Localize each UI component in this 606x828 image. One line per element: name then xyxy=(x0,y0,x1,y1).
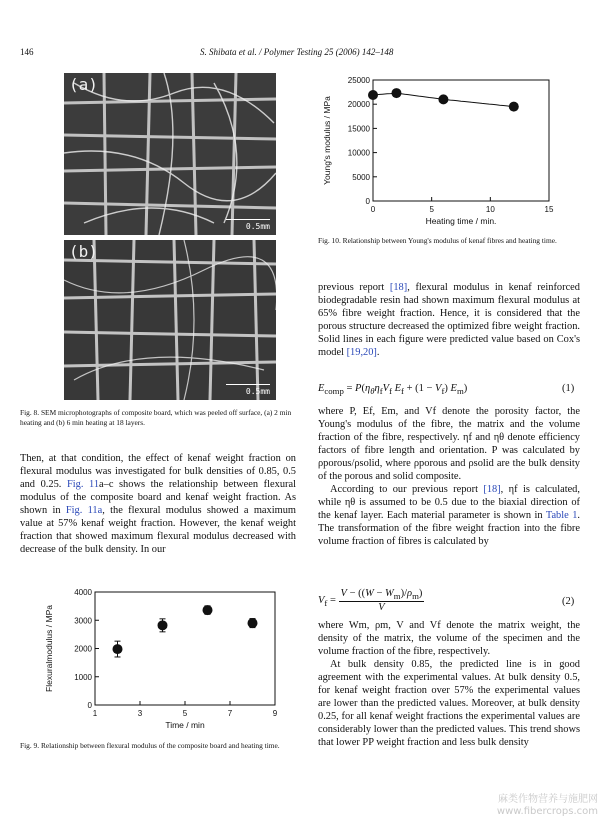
text-span: , ηf is calculated, while ηθ is assumed to be 0.5 due to the biaxial direction of the kenaf layer. Each material parameter is shown in xyxy=(318,484,580,521)
data-point xyxy=(203,605,213,615)
y-tick-label: 1000 xyxy=(74,672,92,682)
scale-bar-b xyxy=(226,384,270,396)
right-paragraph-2: where P, Ef, Em, and Vf denote the porosity factor, the Young's modulus of the fibre, the matrix and the volume fraction of the fibre, respectively. ηf and ηθ denote efficiency factors of fibre length and orientation. P was calculated by ρporous/ρsolid, where ρporous and ρsolid are the bulk density of the porous and solid composite. xyxy=(318,406,580,482)
y-tick-label: 0 xyxy=(87,701,92,710)
sem-image-a xyxy=(64,73,276,235)
watermark-line-1: 麻类作物营养与施肥网 xyxy=(498,794,598,805)
running-title: S. Shibata et al. / Polymer Testing 25 (2006) 142–148 xyxy=(200,47,394,57)
ref-19-20-link[interactable]: [19,20] xyxy=(346,347,377,358)
x-axis-label: Heating time / min. xyxy=(425,216,497,226)
right-body-text-middle xyxy=(318,405,580,548)
x-tick-label: 5 xyxy=(182,709,188,718)
right-paragraph-5: At bulk density 0.85, the predicted line is in good agreement with the experimental values. At bulk density 0.5, for kenaf weight fraction over 57% the experimental values are lower than the predicted values. Moreover, at bulk density 0.25, for all kenaf weight fractions the experimental values are considerably lower than the predicted values. This trend shows that lower PP weight fraction and less bulk density xyxy=(318,659,580,748)
x-tick-label: 10 xyxy=(485,205,495,214)
y-axis-label: Flexuralmodulus / MPa xyxy=(44,605,54,692)
right-paragraph-4: where Wm, ρm, V and Vf denote the matrix weight, the density of the matrix, the volume of the specimen and the volume fraction of the fibre, respectively. xyxy=(318,620,580,657)
text-span: previous report xyxy=(318,282,385,293)
y-tick-label: 10000 xyxy=(347,148,370,158)
figure-9-chart xyxy=(40,584,290,739)
equation-2: $V_f$ = $\frac{V - ((W - W_m)/\rho_m)}{V}$ xyxy=(318,588,423,614)
y-tick-label: 15000 xyxy=(347,124,370,134)
right-paragraph-1 xyxy=(318,281,580,359)
text-span: , flexural modulus in kenaf reinforced biodegradable resin had shown maximum flexural modulus at 65% fibre weight fraction. Hence, it is considered that the porous structure decreased the optimized fibre weight fraction. Solid lines in each figure were predicted value based on Cox's model xyxy=(318,282,580,358)
figure-9-caption: Fig. 9. Relationship between flexural modulus of the composite board and heating time. xyxy=(20,741,280,750)
y-axis-label: Young's modulus / MPa xyxy=(322,96,332,185)
x-axis-label: Time / min xyxy=(165,720,205,730)
page-number: 146 xyxy=(20,47,34,57)
y-tick-label: 0 xyxy=(365,197,370,206)
left-paragraph-1 xyxy=(20,452,296,556)
text-span: . xyxy=(376,347,380,358)
equation-2-number: (2) xyxy=(562,596,575,607)
panel-label-b: (b) xyxy=(69,242,98,261)
flexural-modulus-chart xyxy=(40,584,290,734)
data-point xyxy=(113,644,123,654)
watermark-line-2: www.fibercrops.com xyxy=(496,806,598,817)
watermark xyxy=(497,794,598,818)
youngs-modulus-chart xyxy=(318,72,563,228)
text-span: According to our previous report xyxy=(330,484,478,495)
scale-text-b: 0.5mm xyxy=(245,387,270,396)
sem-image-b xyxy=(64,240,276,400)
equation-1: $E_{comp} = P(\eta_\theta\eta_fV_f$ $E_f + (1 - V_f)$ $E_m$) xyxy=(318,383,468,397)
figure-10-chart xyxy=(318,72,563,233)
data-point xyxy=(509,102,519,112)
y-tick-label: 2000 xyxy=(74,644,92,654)
data-point xyxy=(248,618,258,628)
ref-18-link[interactable]: [18] xyxy=(389,282,408,293)
scale-bar-a xyxy=(226,219,270,231)
panel-label-a: (a) xyxy=(69,75,98,94)
plot-frame xyxy=(373,80,549,201)
text-span: . The transformation of the fibre weight fraction into the fibre volume fraction of fibres is calculated by xyxy=(318,510,580,547)
right-body-text-top xyxy=(318,281,580,359)
x-tick-label: 1 xyxy=(92,709,98,718)
text-span: , the flexural modulus showed a maximum value at 57% kenaf weight fraction. However, the kenaf weight fraction that showed maximum flexural modulus decreased with decrease of the bulk density. In our xyxy=(20,505,296,555)
y-tick-label: 25000 xyxy=(347,76,370,85)
figure-10-caption: Fig. 10. Relationship between Young's modulus of kenaf fibres and heating time. xyxy=(318,236,557,245)
data-point xyxy=(438,94,448,104)
x-tick-label: 0 xyxy=(370,205,376,214)
fig-11a-link[interactable]: Fig. 11a xyxy=(65,505,103,516)
text-span: Then, at that condition, the effect of kenaf weight fraction on flexural modulus was investigated for bulk densities of 0.85, 0.5 and 0.25. xyxy=(20,453,296,490)
fig-11-link[interactable]: Fig. 11 xyxy=(66,479,100,490)
y-tick-label: 20000 xyxy=(347,100,370,110)
x-tick-label: 5 xyxy=(429,205,434,214)
sem-fibre-texture-b xyxy=(64,240,276,400)
right-body-text-bottom xyxy=(318,619,580,749)
x-tick-label: 15 xyxy=(544,205,554,214)
y-tick-label: 5000 xyxy=(352,172,370,182)
x-tick-label: 9 xyxy=(272,709,278,718)
figure-8-caption: Fig. 8. SEM microphotographs of composite board, which was peeled off surface, (a) 2 min heating and (b) 6 min heating at 18 layers. xyxy=(20,408,292,427)
sem-fibre-texture-a xyxy=(64,73,276,235)
text-span: a–c shows the relationship between flexural modulus of the composite board and kenaf weight fraction. As shown in xyxy=(20,479,296,516)
x-tick-label: 7 xyxy=(227,709,233,718)
y-tick-label: 4000 xyxy=(74,588,92,597)
y-tick-label: 3000 xyxy=(74,616,92,626)
left-body-text xyxy=(20,452,296,556)
x-tick-label: 3 xyxy=(137,709,143,718)
data-point xyxy=(368,90,378,100)
data-point xyxy=(391,88,401,98)
ref-18-link-2[interactable]: [18] xyxy=(483,484,501,495)
equation-1-number: (1) xyxy=(562,383,575,394)
right-paragraph-3 xyxy=(318,483,580,548)
data-point xyxy=(158,620,168,630)
table-1-link[interactable]: Table 1 xyxy=(545,510,578,521)
scale-text-a: 0.5mm xyxy=(245,222,270,231)
